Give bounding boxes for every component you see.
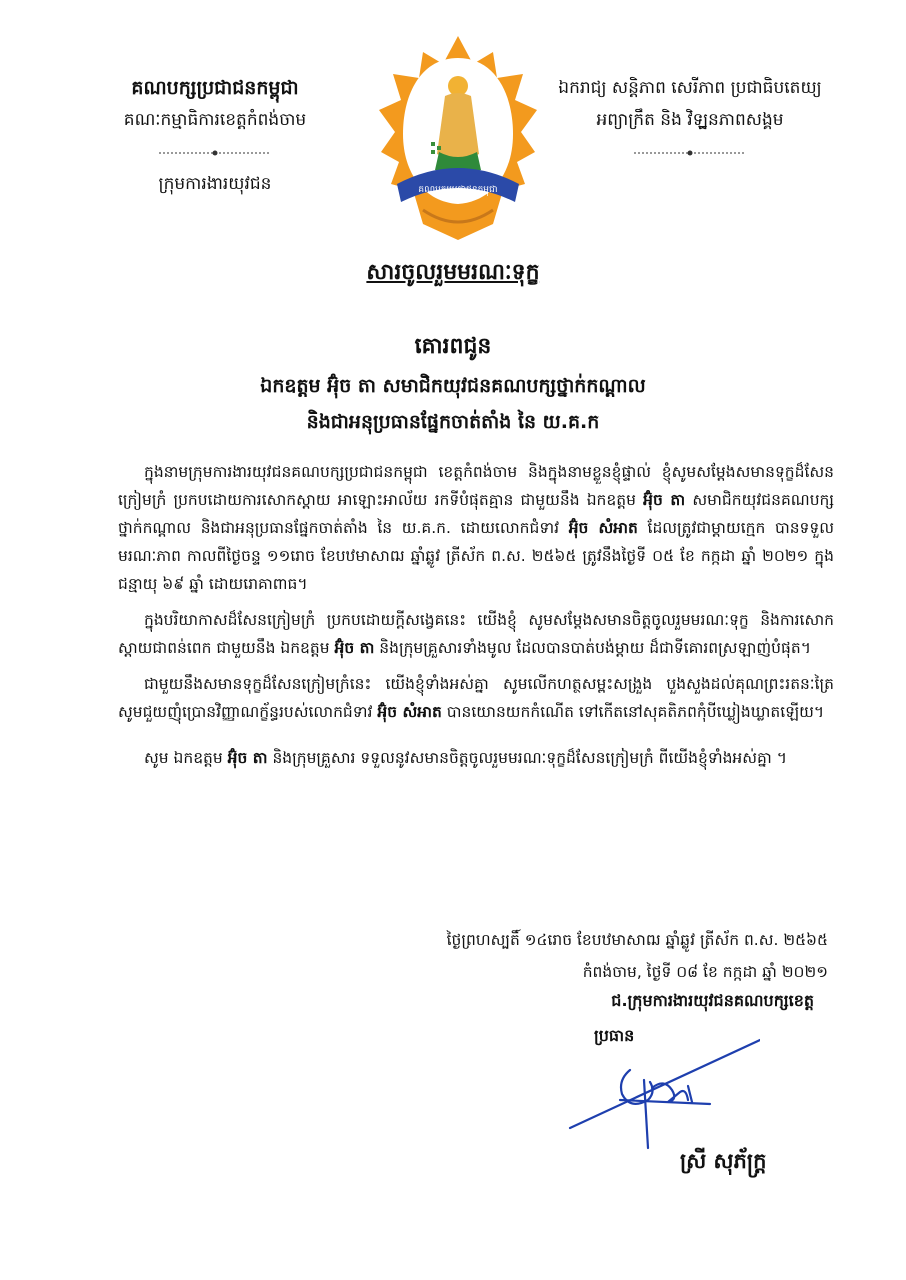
addressee-line2: និងជាអនុប្រធានផ្នែកចាត់តាំង នៃ យ.គ.ក [306, 411, 600, 433]
signatory-title: ប្រធាន [594, 1026, 635, 1045]
committee-name: គណៈកម្មាធិការខេត្តកំពង់ចាម [123, 110, 307, 130]
paragraph-2 [118, 606, 834, 662]
person-name: អ៊ុំច តា [334, 639, 375, 657]
national-motto-line1: ឯករាជ្យ សន្តិភាព សេរីភាព ប្រជាធិបតេយ្យ [558, 78, 822, 98]
logo-text: គណបក្សប្រជាជនកម្ពុជា [418, 185, 498, 195]
letter-subject: សារចូលរួមមរណៈទុក្ខ [366, 260, 540, 285]
solar-date: កំពង់ចាម, ថ្ងៃទី ០៨ ខែ កក្កដា ឆ្នាំ ២០២១ [582, 963, 828, 981]
paragraph-4 [118, 744, 834, 772]
text-run: ក្នុងនាមក្រុមការងារយុវជនគណបក្សប្រជាជនកម្ពុជា ខេត្តកំពង់ចាម និងក្នុងនាមខ្លួនខ្ញុំផ្ទាល់ ខ្ញុំសូមសម្តែងសមានទុក្ខដ៏សែនក្រៀមក្រំ ប្រកបដោយការសោកស្តាយ អាឡោះអាល័យ រកទីបំផុតគ្មាន ជាមួយនឹង ឯកឧត្តម [118, 463, 834, 509]
text-run: និងក្រុមគ្រួសារ ទទួលនូវសមានចិត្តចូលរួមមរណៈទុក្ខដ៏សែនក្រៀមក្រំ ពីយើងខ្ញុំទាំងអស់គ្នា ។ [272, 749, 787, 767]
salutation: គោរពជូន [414, 334, 492, 359]
paragraph-3 [118, 670, 834, 726]
national-motto-line2: អព្យាក្រឹត និង វិឡ្ឋនភាពសង្គម [596, 110, 784, 130]
person-name: អ៊ុំច តា [643, 491, 686, 509]
person-name: អ៊ុំច តា [227, 749, 268, 767]
signatory-organization: ជ.ក្រុមការងារយុវជនគណបក្សខេត្ត [611, 991, 814, 1010]
ornament-divider [155, 148, 275, 158]
text-run: ដែលត្រូវជាម្តាយក្មេក បានទទួលមរណៈភាព កាលពីថ្ងៃចន្ទ ១១រោច ខែបឋមាសាឍ ឆ្នាំឆ្លូវ ត្រីស័ក ព.ស. ២៥៦៥ ត្រូវនឹងថ្ងៃទី ០៥ ខែ កក្កដា ឆ្នាំ ២០២១ ក្នុងជន្មាយុ ៦៩ ឆ្នាំ ដោយរោគាពាធ។ [118, 519, 834, 593]
header-right [530, 72, 850, 168]
letter-body [118, 458, 834, 780]
party-logo [375, 34, 541, 248]
text-run: ជាមួយនឹងសមានទុក្ខដ៏សែនក្រៀមក្រំនេះ យើងខ្ញុំទាំងអស់គ្នា សូមលើកហត្ថសម្ពះសង្រួង បួងសួងដល់គុណព្រះរតនៈត្រៃ សូមជួយញុំប្រោនវិញ្ញាណក្ខ័ន្ធរបស់លោកជំទាវ [118, 675, 834, 721]
person-name: អ៊ុំច សំអាត [568, 519, 638, 537]
party-name: គណបក្សប្រជាជនកម្ពុជា [131, 77, 299, 99]
paragraph-1 [118, 458, 834, 598]
handwritten-signature [560, 1030, 760, 1160]
signatory-name: ស្រី សុភ័ក្រ្ត [680, 1149, 767, 1173]
text-run: និងក្រុមគ្រួសារទាំងមូល ដែលបានបាត់បង់ម្តាយ ដ៏ជាទីគោរពស្រឡាញ់បំផុត។ [379, 639, 811, 657]
text-run: សមាជិកយុវជនគណបក្សថ្នាក់កណ្តាល និងជាអនុប្រធានផ្នែកចាត់តាំង នៃ យ.គ.ក. ដោយលោកជំទាវ [118, 491, 834, 537]
text-run: ក្នុងបរិយាកាសដ៏សែនក្រៀមក្រំ ប្រកបដោយក្តីសង្វេគនេះ យើងខ្ញុំ សូមសម្តែងសមានចិត្តចូលរួមមរណៈទុក្ខ និងការសោកស្តាយជាពន់ពេក ជាមួយនឹង ឯកឧត្តម [118, 611, 834, 657]
text-run: បានយោនយកកំណើត ទៅកើតនៅសុគតិភពកុំបីឃ្លៀងឃ្លាតឡើយ។ [446, 703, 825, 721]
person-name: អ៊ុំច សំអាត [377, 703, 442, 721]
addressee-line1: ឯកឧត្តម អ៊ុំច តា សមាជិកយុវជនគណបក្សថ្នាក់កណ្តាល [260, 375, 646, 397]
unit-name: ក្រុមការងារយុវជន [158, 174, 272, 194]
lunar-date: ថ្ងៃព្រហស្បតិ៍ ១៤រោច ខែបឋមាសាឍ ឆ្នាំឆ្លូវ ត្រីស័ក ព.ស. ២៥៦៥ [446, 931, 828, 949]
ornament-divider [630, 148, 750, 158]
text-run: សូម ឯកឧត្តម [144, 749, 223, 767]
header-left [80, 72, 350, 200]
